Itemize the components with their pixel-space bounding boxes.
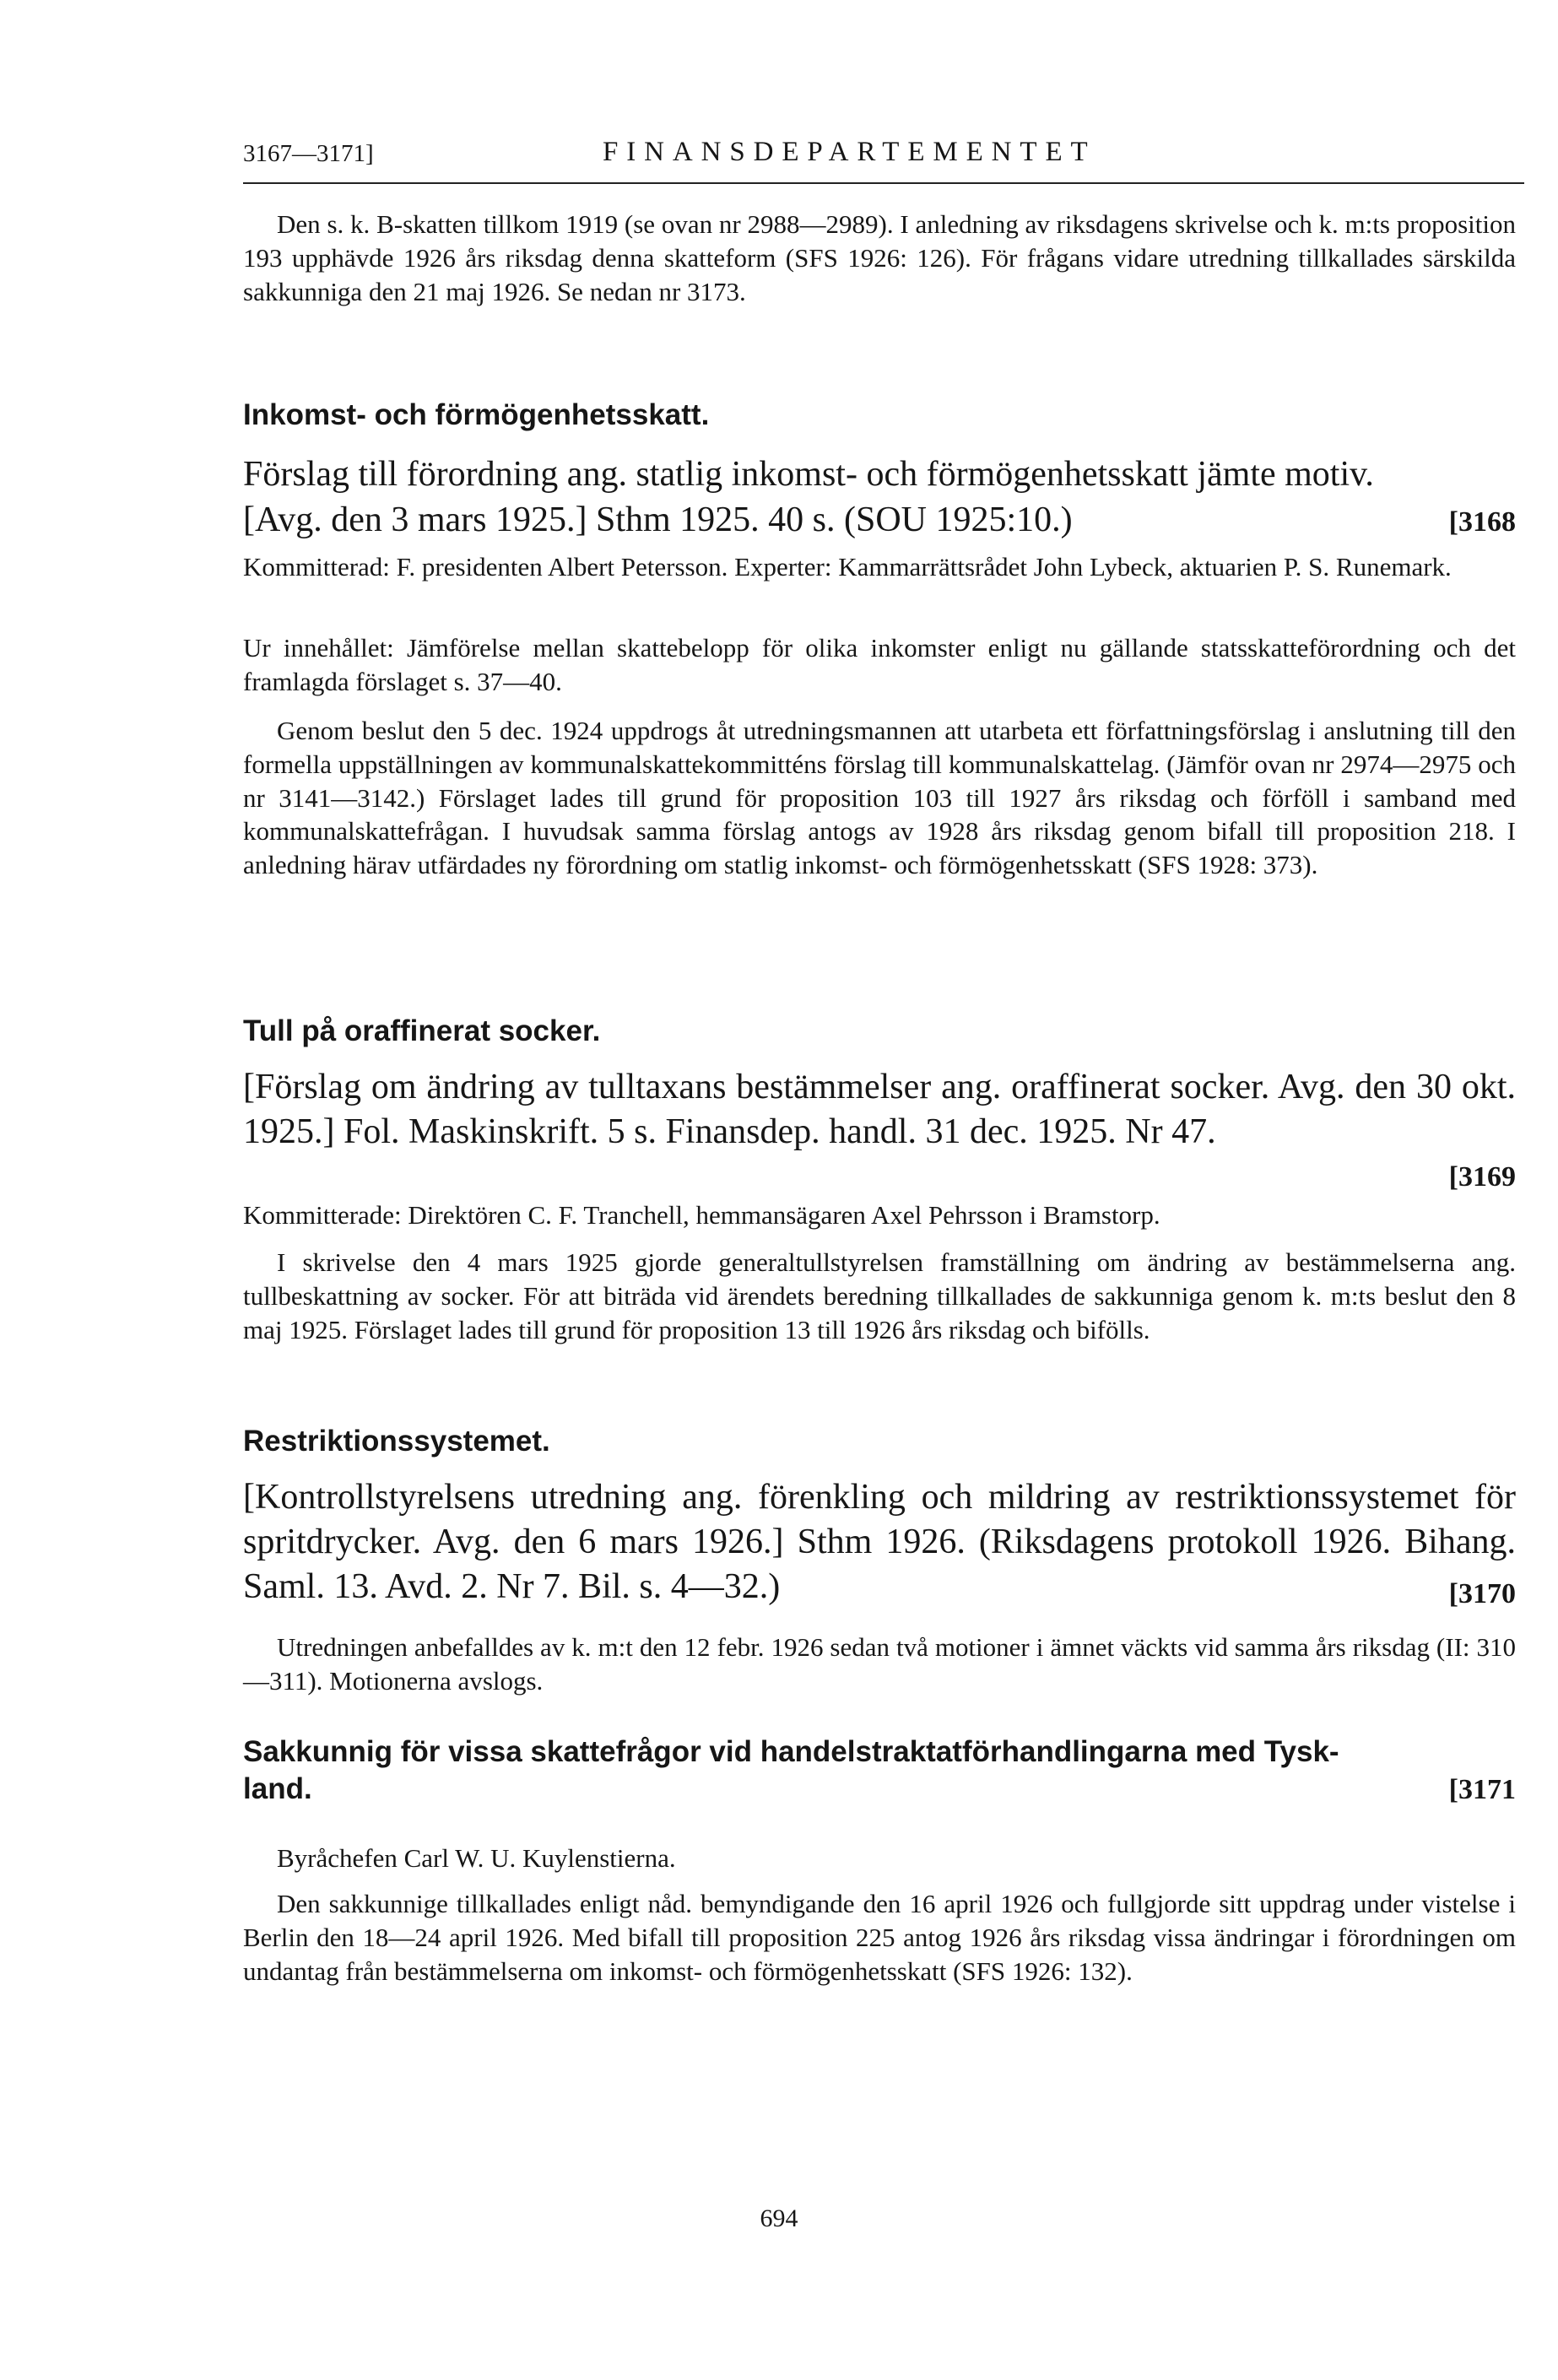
section-heading-sakkunnig-line2-row xyxy=(243,1771,1516,1808)
entry-3170-ref: [3170 xyxy=(1448,1578,1516,1609)
entry-3169-ref-row xyxy=(243,1161,1516,1193)
entry-3168-title-line2: [Avg. den 3 mars 1925.] Sthm 1925. 40 s. (SOU 1925:10.) xyxy=(243,500,1073,539)
section-heading-tull: Tull på oraffinerat socker. xyxy=(243,1014,601,1047)
entry-3168-paragraph: Genom beslut den 5 dec. 1924 uppdrogs åt utredningsmannen att utarbeta ett författningsförslag i anslutning till den formella uppställningen av kommunalskattekommitténs förslag till kommunalskattelag. (Jämför ovan nr 2974—2975 och nr 3141—3142.) Förslaget lades till grund för proposition 103 till 1927 års riksdag och förföll i samband med kommunalskattefrågan. I huvudsak samma förslag antogs av 1928 års riksdag genom bifall till proposition 218. I anledning härav utfärdades ny förordning om statlig inkomst- och förmögenhetsskatt (SFS 1928: 373). xyxy=(243,716,1516,880)
entry-3169-paragraph: I skrivelse den 4 mars 1925 gjorde generaltullstyrelsen framställning om ändring av bestämmelserna ang. tullbeskattning av socker. För att biträda vid ärendets beredning tillkallades de sakkunniga genom k. m:ts beslut den 8 maj 1925. Förslaget lades till grund för proposition 13 till 1926 års riksdag och bifölls. xyxy=(243,1247,1516,1344)
entry-3171-committee: Byråchefen Carl W. U. Kuylenstierna. xyxy=(277,1843,676,1873)
entry-3169-ref: [3169 xyxy=(1448,1161,1516,1193)
entry-3169-title: [Förslag om ändring av tulltaxans bestämmelser ang. oraffinerat socker. Avg. den 30 okt. 1925.] Fol. Maskinskrift. 5 s. Finansdep. handl. 31 dec. 1925. Nr 47. xyxy=(243,1068,1516,1151)
entry-3171-ref: [3171 xyxy=(1448,1774,1516,1805)
intro-paragraph: Den s. k. B-skatten tillkom 1919 (se ovan nr 2988—2989). I anledning av riksdagens skrivelse och k. m:ts proposition 193 upphävde 1926 års riksdag denna skatteform (SFS 1926: 126). För frågans vidare utredning tillkallades särskilda sakkunniga den 21 maj 1926. Se nedan nr 3173. xyxy=(243,209,1516,306)
entry-3170-title-part2: 4—32.) xyxy=(670,1567,781,1606)
entry-3170-paragraph: Utredningen anbefalldes av k. m:t den 12 febr. 1926 sedan två motioner i ämnet väckts vid samma års riksdag (II: 310—311). Motionerna avslogs. xyxy=(243,1632,1516,1696)
header-rule xyxy=(243,182,1524,184)
section-heading-sakkunnig-line1: Sakkunnig för vissa skattefrågor vid handelstraktatförhandlingarna med Tysk- xyxy=(243,1735,1339,1768)
entry-3168-committee: Kommitterad: F. presidenten Albert Petersson. Experter: Kammarrättsrådet John Lybeck, aktuarien P. S. Runemark. xyxy=(243,552,1452,581)
entry-3170-title-part1: [Kontrollstyrelsens utredning ang. förenkling och mildring av restriktionssystemet för spritdrycker. Avg. den 6 mars 1926.] Sthm 1926. (Riksdagens protokoll 1926. Bihang. Saml. 13. Avd. 2. Nr 7. Bil. s. xyxy=(243,1478,1516,1606)
entry-3168-title-line1: Förslag till förordning ang. statlig inkomst- och förmögenhetsskatt jämte motiv. xyxy=(243,455,1374,494)
page-number: 694 xyxy=(760,2204,798,2232)
section-heading-inkomst: Inkomst- och förmögenhetsskatt. xyxy=(243,398,710,431)
entry-3168-content-note: Ur innehållet: Jämförelse mellan skattebelopp för olika inkomster enligt nu gällande statsskatteförordning och det framlagda förslaget s. 37—40. xyxy=(243,633,1516,696)
running-header-title: FINANSDEPARTEMENTET xyxy=(603,137,1096,167)
section-heading-sakkunnig-line2: land. xyxy=(243,1772,312,1805)
entry-3170-title xyxy=(243,1475,1516,1616)
entry-3168-title-line2-row xyxy=(243,498,1516,544)
section-heading-restriktion: Restriktionssystemet. xyxy=(243,1425,550,1458)
running-header-range: 3167—3171] xyxy=(243,140,374,167)
entry-3169-committee: Kommitterade: Direktören C. F. Tranchell, hemmansägaren Axel Pehrsson i Bramstorp. xyxy=(243,1200,1160,1230)
entry-3171-paragraph: Den sakkunnige tillkallades enligt nåd. bemyndigande den 16 april 1926 och fullgjorde sitt uppdrag under vistelse i Berlin den 18—24 april 1926. Med bifall till proposition 225 antog 1926 års riksdag vissa ändringar i förordningen om undantag från bestämmelserna om inkomst- och förmögenhetsskatt (SFS 1926: 132). xyxy=(243,1889,1516,1986)
entry-3168-ref: [3168 xyxy=(1448,506,1516,538)
